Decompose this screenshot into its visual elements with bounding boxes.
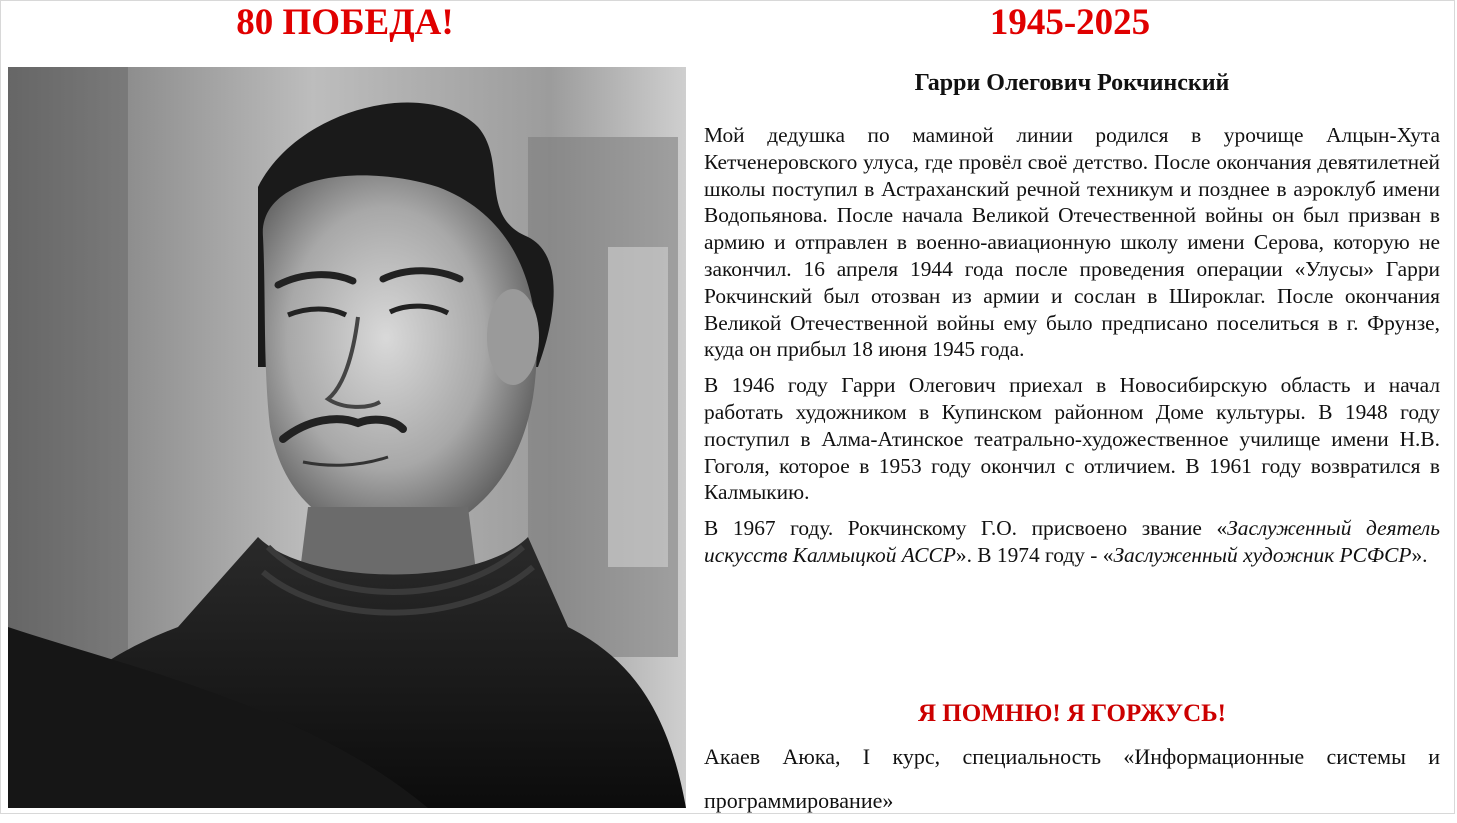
portrait-photo bbox=[8, 67, 686, 808]
honorary-title-1: Заслуженный деятель искусств Калмыцкой АССР bbox=[704, 516, 1440, 567]
bio-p3-start: В 1967 году. Рокчинскому Г.О. присвоено звание « bbox=[704, 516, 1228, 541]
biography bbox=[704, 122, 1440, 578]
bio-p3-middle: ». В 1974 году - « bbox=[955, 542, 1114, 567]
years-heading: 1945-2025 bbox=[989, 2, 1151, 43]
bio-p3-end: ». bbox=[1411, 542, 1428, 567]
honorary-title-2: Заслуженный художник РСФСР bbox=[1113, 542, 1412, 567]
bio-paragraph-1: Мой дедушка по маминой линии родился в урочище Алцын-Хута Кетченеровского улуса, где провёл своё детство. После окончания девятилетней школы поступил в Астраханский речной техникум и позднее в аэроклуб имени Водопьянова. После начала Великой Отечественной войны он был призван в армию и отправлен в военно-авиационную школу имени Серова, которую не закончил. 16 апреля 1944 года после проведения операции «Улусы» Гарри Рокчинский был отозван из армии и сослан в Широклаг. После окончания Великой Отечественной войны ему было предписано поселиться в г. Фрунзе, куда он прибыл 18 июня 1945 года. bbox=[704, 123, 1440, 362]
bio-paragraph-2: В 1946 году Гарри Олегович приехал в Новосибирскую область и начал работать художником в Купинском районном Доме культуры. В 1948 году поступил в Алма-Атинское театрально-художественное училище имени Н.В. Гоголя, которое в 1953 году окончил с отличием. В 1961 году возвратился в Калмыкию. bbox=[704, 373, 1440, 505]
slogan: Я ПОМНЮ! Я ГОРЖУСЬ! bbox=[917, 700, 1226, 727]
victory-heading: 80 ПОБЕДА! bbox=[236, 2, 454, 43]
author-credit: Акаев Аюка, I курс, специальность «Информационные системы и программирование» bbox=[704, 744, 1440, 813]
bio-paragraph-3 bbox=[704, 515, 1440, 569]
person-name: Гарри Олегович Рокчинский bbox=[914, 70, 1230, 96]
